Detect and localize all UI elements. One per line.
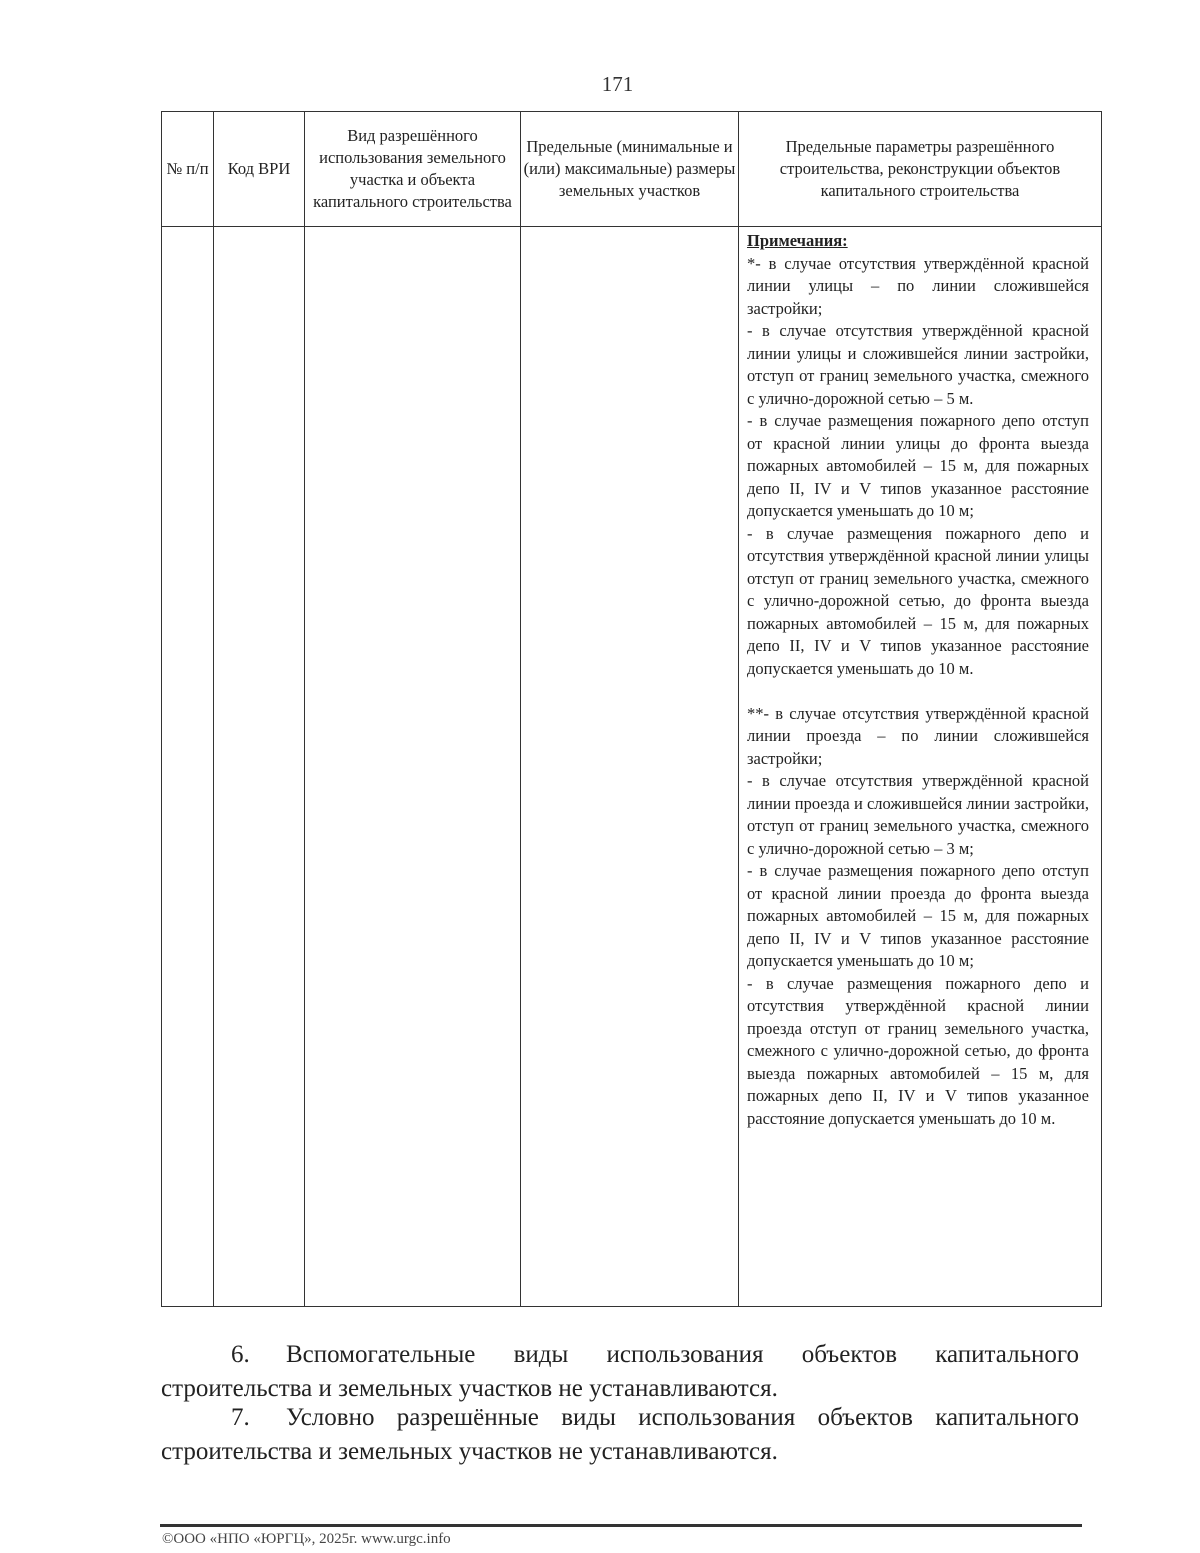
table-header-row	[162, 112, 1102, 227]
paragraph-6	[161, 1338, 1079, 1406]
cell-plot-sizes	[521, 227, 739, 1307]
header-plot-sizes: Предельные (минимальные и (или) максимальные) размеры земельных участков	[521, 112, 739, 227]
note-item: - в случае отсутствия утверждённой красной линии улицы и сложившейся линии застройки, отступ от границ земельного участка, смежного с улично-дорожной сетью – 5 м.	[747, 321, 1089, 408]
note-item: - в случае размещения пожарного депо отступ от красной линии проезда до фронта выезда пожарных автомобилей – 15 м, для пожарных депо II, IV и V типов указанное расстояние допускается уменьшать до 10 м;	[747, 861, 1089, 970]
paragraph-text: Вспомогательные виды использования объектов капитального строительства и земельных участков не устанавливаются.	[161, 1341, 1079, 1402]
cell-code	[214, 227, 305, 1307]
page-number: 171	[601, 72, 634, 96]
cell-use-type	[305, 227, 521, 1307]
paragraph-number: 6.	[231, 1341, 250, 1368]
note-item: *- в случае отсутствия утверждённой красной линии улицы – по линии сложившейся застройки;	[747, 253, 1089, 318]
regulations-table	[161, 111, 1102, 1307]
header-params: Предельные параметры разрешённого строительства, реконструкции объектов капитального строительства	[739, 112, 1102, 227]
note-item: - в случае размещения пожарного депо и отсутствия утверждённой красной линии улицы отступ от границ земельного участка, смежного с улично-дорожной сетью, до фронта выезда пожарных автомобилей – 15 м, для пожарных депо II, IV и V типов указанное расстояние допускается уменьшать до 10 м.	[747, 523, 1089, 678]
notes-title: Примечания:	[747, 231, 848, 250]
note-spacer	[747, 680, 1089, 703]
note-item: **- в случае отсутствия утверждённой красной линии проезда – по линии сложившейся застройки;	[747, 703, 1089, 768]
cell-num	[162, 227, 214, 1307]
paragraph-number: 7.	[231, 1404, 250, 1431]
header-num: № п/п	[162, 112, 214, 227]
header-use-type: Вид разрешённого использования земельного участка и объекта капитального строительства	[305, 112, 521, 227]
cell-params	[739, 227, 1102, 1307]
paragraph-7	[161, 1401, 1079, 1469]
header-code: Код ВРИ	[214, 112, 305, 227]
note-item: - в случае отсутствия утверждённой красной линии проезда и сложившейся линии застройки, отступ от границ земельного участка, смежного с улично-дорожной сетью – 3 м;	[747, 771, 1089, 858]
footer-copyright: ©ООО «НПО «ЮРГЦ», 2025г. www.urgc.info	[162, 1531, 451, 1547]
note-item: - в случае размещения пожарного депо и отсутствия утверждённой красной линии проезда отступ от границ земельного участка, смежного с улично-дорожной сетью, до фронта выезда пожарных автомобилей – 15 м, для пожарных депо II, IV и V типов указанное расстояние допускается уменьшать до 10 м.	[747, 973, 1089, 1128]
note-item: - в случае размещения пожарного депо отступ от красной линии улицы до фронта выезда пожарных автомобилей – 15 м, для пожарных депо II, IV и V типов указанное расстояние допускается уменьшать до 10 м;	[747, 411, 1089, 520]
table-row	[162, 227, 1102, 1307]
notes-block	[739, 227, 1101, 1130]
footer-divider	[160, 1524, 1082, 1527]
paragraph-text: Условно разрешённые виды использования объектов капитального строительства и земельных участков не устанавливаются.	[161, 1404, 1079, 1465]
